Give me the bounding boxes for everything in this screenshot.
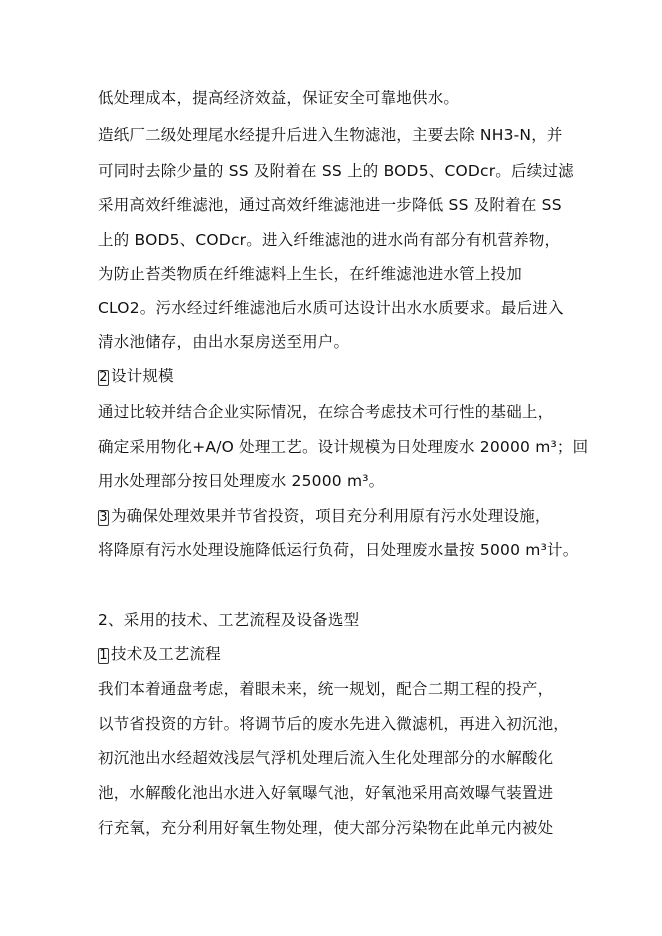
paragraph-line: 采用高效纤维滤池，通过高效纤维滤池进一步降低 SS 及附着在 SS [98, 196, 562, 214]
paragraph-line: 以节省投资的方针。将调节后的废水先进入微滤机，再进入初沉池， [98, 715, 570, 733]
paragraph-line: 行充氧，充分利用好氧生物处理，使大部分污染物在此单元内被处 [98, 819, 554, 837]
list-marker: 2 [99, 370, 108, 385]
paragraph-line: 池，水解酸化池出水进入好氧曝气池，好氧池采用高效曝气装置进 [98, 784, 554, 802]
list-marker: 3 [99, 510, 108, 525]
paragraph-line: 初沉池出水经超效浅层气浮机处理后流入生化处理部分的水解酸化 [98, 749, 554, 767]
list-item-3 [98, 506, 551, 526]
chapter-heading: 2、采用的技术、工艺流程及设备选型 [98, 611, 360, 629]
paragraph-line: CLO2。污水经过纤维滤池后水质可达设计出水水质要求。最后进入 [98, 299, 564, 317]
section-title: 设计规模 [111, 367, 174, 385]
paragraph-line: 为防止苔类物质在纤维滤料上生长，在纤维滤池进水管上投加 [98, 265, 522, 283]
paragraph-line: 上的 BOD5、CODcr。进入纤维滤池的进水尚有部分有机营养物， [98, 231, 561, 249]
paragraph-line: 造纸厂二级处理尾水经提升后进入生物滤池，主要去除 NH3-N，并 [98, 126, 563, 144]
subsection-heading [98, 644, 221, 664]
list-marker: 1 [99, 648, 108, 663]
section-heading-design-scale [98, 366, 174, 386]
paragraph-line: 为确保处理效果并节省投资，项目充分利用原有污水处理设施， [111, 507, 551, 525]
paragraph-line: 低处理成本，提高经济效益，保证安全可靠地供水。 [98, 89, 460, 107]
paragraph-line: 清水池储存，由出水泵房送至用户。 [98, 333, 350, 351]
paragraph-line: 用水处理部分按日处理废水 25000 m³。 [98, 472, 385, 490]
subsection-title: 技术及工艺流程 [111, 645, 221, 663]
paragraph-line: 我们本着通盘考虑，着眼未来，统一规划，配合二期工程的投产， [98, 680, 554, 698]
paragraph-line: 确定采用物化+A/O 处理工艺。设计规模为日处理废水 20000 m³；回 [98, 438, 589, 456]
paragraph-line: 通过比较并结合企业实际情况，在综合考虑技术可行性的基础上， [98, 403, 554, 421]
paragraph-line: 可同时去除少量的 SS 及附着在 SS 上的 BOD5、CODcr。后续过滤 [98, 162, 574, 180]
paragraph-line: 将降原有污水处理设施降低运行负荷，日处理废水量按 5000 m³计。 [98, 541, 579, 559]
